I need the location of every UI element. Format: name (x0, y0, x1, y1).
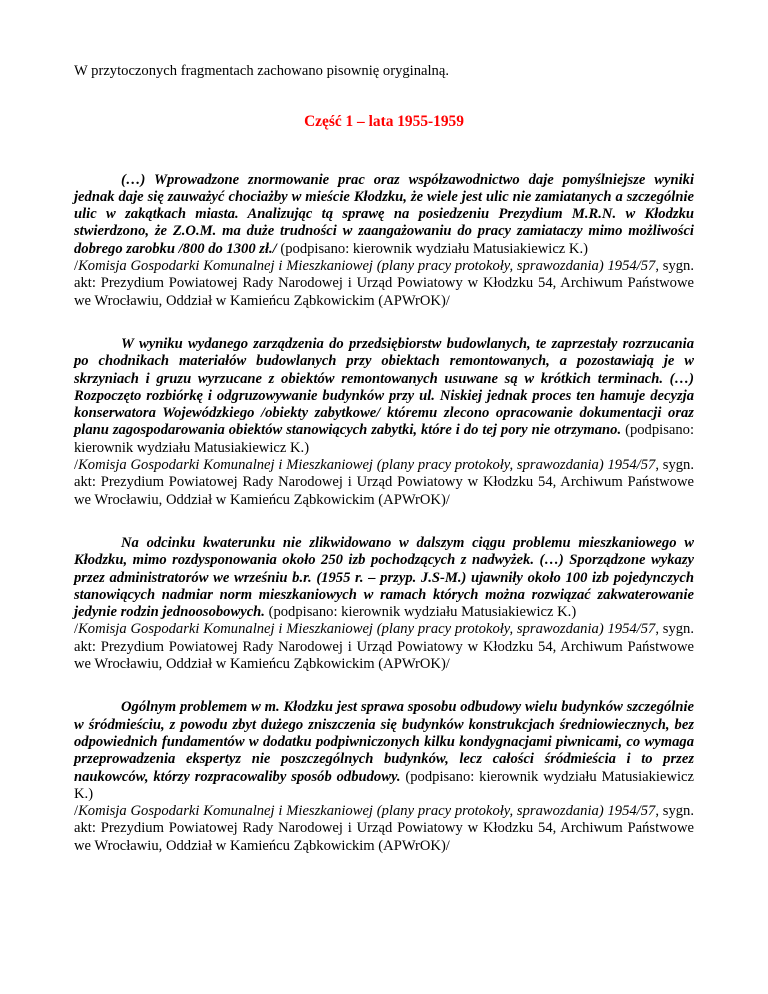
source-title: Komisja Gospodarki Komunalnej i Mieszkaniowej (plany pracy protokoły, sprawozdania) 1954/57 (78, 621, 656, 638)
signed-note: (podpisano: kierownik wydziału Matusiakiewicz K.) (74, 768, 694, 802)
quote-paragraph (74, 172, 694, 258)
source-prefix: / (74, 258, 79, 275)
source-citation (74, 258, 694, 310)
source-title: Komisja Gospodarki Komunalnej i Mieszkaniowej (plany pracy protokoły, sprawozdania) 1954/57 (78, 258, 656, 275)
source-citation (74, 803, 694, 855)
quote-text: W wyniku wydanego zarządzenia do przedsiębiorstw budowlanych, te zaprzestały rozrzucania po chodnikach materiałów budowlanych przy obiektach remontowanych, a pozostawiają je w skrzyniach i gruzu wyrzucane z obiektów remontowanych usuwane są w krótkich terminach. (…) Rozpoczęto rozbiórkę i odgruzowywanie budynków przy ul. Niskiej jednak proces ten hamuje decyzja konserwatora Wojewódzkiego /obiekty zabytkowe/ któremu zlecono opracowanie dokumentacji oraz planu zagospodarowania obiektów stanowiących zabytki, które i do tej pory nie otrzymano. (74, 335, 694, 439)
source-details: , sygn. akt: Prezydium Powiatowej Rady Narodowej i Urząd Powiatowy w Kłodzku 54, Archiwum Państwowe we Wrocławiu, Oddział w Kamieńcu Ząbkowickim (APWrOK)/ (74, 457, 694, 508)
signed-note: (podpisano: kierownik wydziału Matusiakiewicz K.) (74, 422, 694, 456)
signed-note: (podpisano: kierownik wydziału Matusiakiewicz K.) (276, 240, 588, 257)
quote-entry (74, 172, 694, 310)
source-prefix: / (74, 621, 79, 638)
source-title: Komisja Gospodarki Komunalnej i Mieszkaniowej (plany pracy protokoły, sprawozdania) 1954/57 (78, 457, 656, 474)
quote-paragraph (74, 699, 694, 803)
source-details: , sygn. akt: Prezydium Powiatowej Rady Narodowej i Urząd Powiatowy w Kłodzku 54, Archiwum Państwowe we Wrocławiu, Oddział w Kamieńcu Ząbkowickim (APWrOK)/ (74, 621, 694, 673)
quote-entry (74, 336, 694, 509)
quote-paragraph (74, 535, 694, 621)
signed-note: (podpisano: kierownik wydziału Matusiakiewicz K.) (264, 604, 577, 621)
source-prefix: / (74, 803, 79, 820)
source-details: , sygn. akt: Prezydium Powiatowej Rady Narodowej i Urząd Powiatowy w Kłodzku 54, Archiwum Państwowe we Wrocławiu, Oddział w Kamieńcu Ząbkowickim (APWrOK)/ (74, 803, 694, 854)
source-citation (74, 621, 694, 673)
source-title: Komisja Gospodarki Komunalnej i Mieszkaniowej (plany pracy protokoły, sprawozdania) 1954/57 (78, 803, 656, 820)
section-heading: Część 1 – lata 1955-1959 (304, 113, 464, 131)
quote-entry (74, 535, 694, 673)
intro-note: W przytoczonych fragmentach zachowano pisownię oryginalną. (74, 63, 449, 79)
source-citation (74, 457, 694, 509)
quote-paragraph (74, 336, 694, 457)
quote-text: Na odcinku kwaterunku nie zlikwidowano w dalszym ciągu problemu mieszkaniowego w Kłodzku, mimo rozdysponowania około 250 izb pochodzących z nadwyżek. (…) Sporządzone wykazy przez administratorów we wrześniu b.r. (1955 r. – przyp. J.S-M.) ujawniły około 100 izb pojedynczych stanowiących nadmiar norm mieszkaniowych w ramach których można rozwiązać zakwaterowanie jedynie rodzin jednoosobowych. (74, 534, 694, 621)
quote-entry (74, 699, 694, 855)
quote-text: Ogólnym problemem w m. Kłodzku jest sprawa sposobu odbudowy wielu budynków szczególnie w śródmieściu, z powodu zbyt dużego zniszczenia się budynków konstrukcjach średniowiecznych, bez odpowiednich fundamentów w dodatku podpiwniczonych kilku kondygnacjami piwnicami, co wymaga przeprowadzenia ekspertyz nie poszczególnych budynków, lecz całości śródmieścia i to przez naukowców, którzy rozpracowaliby sposób odbudowy. (74, 699, 694, 785)
quote-text: (…) Wprowadzone znormowanie prac oraz współzawodnictwo daje pomyślniejsze wyniki jednak daje się zauważyć chociażby w mieście Kłodzku, że wiele jest ulic nie zamiatanych a szczególnie ulic w zakątkach miasta. Analizując tą sprawę na posiedzeniu Prezydium M.R.N. w Kłodzku stwierdzono, że Z.O.M. ma duże trudności w zaangażowaniu do pracy zamiataczy mimo możliwości dobrego zarobku /800 do 1300 zł./ (74, 171, 694, 257)
source-details: , sygn. akt: Prezydium Powiatowej Rady Narodowej i Urząd Powiatowy w Kłodzku 54, Archiwum Państwowe we Wrocławiu, Oddział w Kamieńcu Ząbkowickim (APWrOK)/ (74, 258, 694, 309)
source-prefix: / (74, 457, 79, 474)
